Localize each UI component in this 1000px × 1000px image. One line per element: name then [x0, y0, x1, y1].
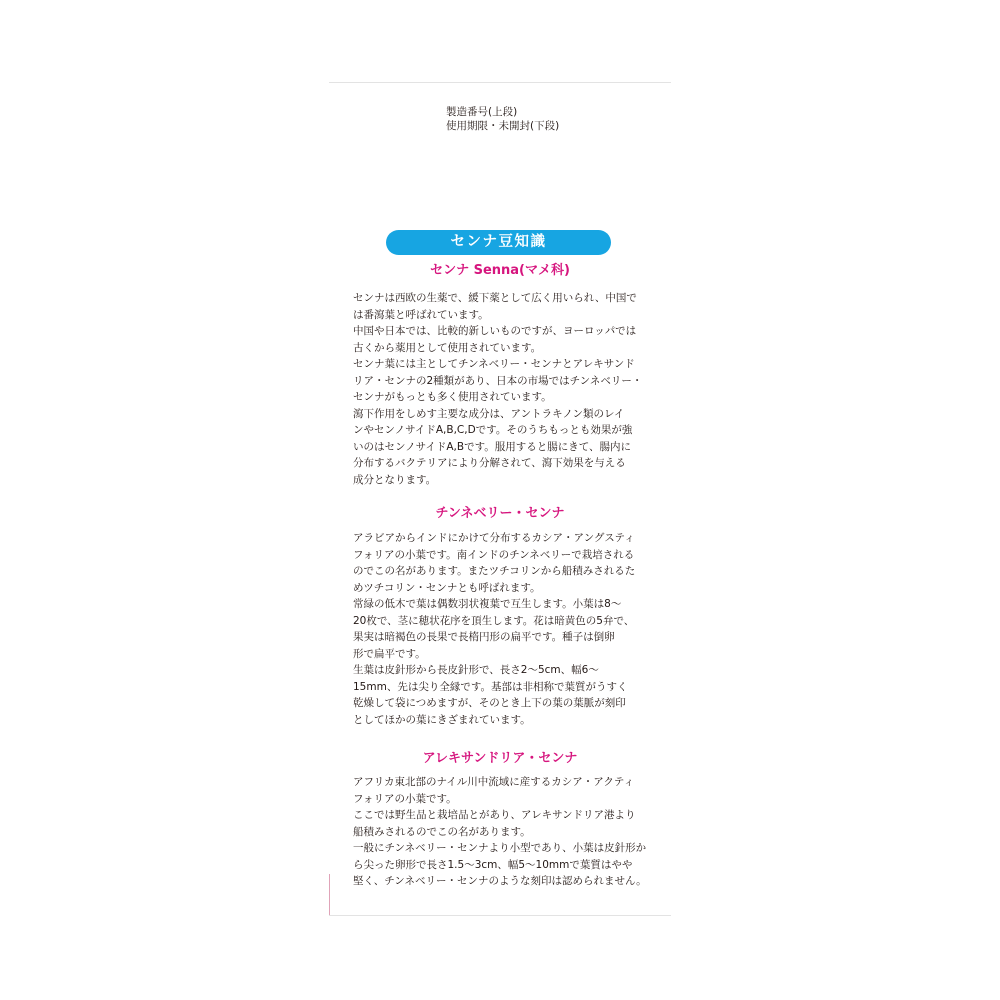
section-heading-tinnevelly: チンネベリー・センナ: [435, 506, 565, 521]
text-line: 船積みされるのでこの名があります。: [353, 825, 531, 838]
bottom-divider: [329, 915, 671, 916]
section-heading-senna: センナ Senna(マメ科): [430, 263, 570, 278]
text-line: めツチコリン・センナとも呼ばれます。: [353, 581, 541, 594]
text-line: 古くから薬用として使用されています。: [353, 341, 542, 354]
lot-number-label: 製造番号(上段): [446, 106, 518, 118]
text-line: 20枚で、茎に穂状花序を頂生します。花は暗黄色の5弁で、: [353, 614, 635, 627]
section-body-senna: [353, 290, 653, 488]
text-line: 堅く、チンネベリー・センナのような刻印は認められません。: [353, 875, 647, 887]
text-line: アラビアからインドにかけて分布するカシア・アングスティ: [353, 532, 635, 544]
text-line: 中国や日本では、比較的新しいものですが、ヨーロッパでは: [353, 325, 637, 337]
text-line: 瀉下作用をしめす主要な成分は、アントラキノン類のレイ: [353, 407, 625, 420]
text-line: センナがもっとも多く使用されています。: [353, 391, 552, 403]
expiry-label: 使用期限・未開封(下段): [446, 120, 560, 132]
text-line: 成分となります。: [353, 473, 437, 486]
text-line: 一般にチンネベリー・センナより小型であり、小葉は皮針形か: [353, 842, 647, 854]
text-line: 分布するバクテリアにより分解されて、瀉下効果を与える: [353, 457, 626, 469]
senna-trivia-badge: センナ豆知識: [386, 230, 611, 255]
text-line: としてほかの葉にきざまれています。: [353, 713, 531, 726]
text-line: 15mm、先は尖り全縁です。基部は非相称で葉質がうすく: [353, 680, 628, 693]
text-line: フォリアの小葉です。南インドのチンネベリーで栽培される: [353, 548, 635, 561]
text-line: 生葉は皮針形から長皮針形で、長さ2〜5cm、幅6〜: [353, 664, 599, 676]
text-line: センナは西欧の生薬で、緩下薬として広く用いられ、中国で: [353, 292, 637, 304]
section-body-alexandria: [353, 774, 653, 890]
text-line: リア・センナの2種類があり、日本の市場ではチンネベリー・: [353, 374, 643, 387]
top-divider: [329, 82, 671, 83]
section-body-tinnevelly: [353, 530, 653, 728]
lot-info: [446, 105, 559, 133]
text-line: ここでは野生品と栽培品とがあり、アレキサンドリア港より: [353, 809, 636, 821]
text-line: フォリアの小葉です。: [353, 792, 457, 805]
edge-mark: [329, 874, 330, 916]
text-line: 形で扁平です。: [353, 647, 426, 660]
text-line: センナ葉には主としてチンネベリー・センナとアレキサンド: [353, 358, 635, 370]
text-line: いのはセンノサイドA,Bです。服用すると腸にきて、腸内に: [353, 440, 632, 453]
text-line: アフリカ東北部のナイル川中流域に産するカシア・アクティ: [353, 776, 635, 788]
package-info-panel: [329, 82, 671, 916]
text-line: 乾燥して袋につめますが、そのとき上下の葉の葉脈が刻印: [353, 697, 626, 709]
text-line: ら尖った卵形で長さ1.5〜3cm、幅5〜10mmで葉質はやや: [353, 858, 633, 871]
text-line: は番瀉葉と呼ばれています。: [353, 308, 489, 321]
text-line: ンやセンノサイドA,B,C,Dです。そのうちもっとも効果が強: [353, 424, 633, 436]
text-line: 果実は暗褐色の長果で長楕円形の扁平です。種子は倒卵: [353, 631, 615, 643]
section-heading-alexandria: アレキサンドリア・センナ: [422, 751, 578, 766]
text-line: のでこの名があります。またツチコリンから船積みされるた: [353, 565, 636, 577]
text-line: 常緑の低木で葉は偶数羽状複葉で互生します。小葉は8〜: [353, 598, 622, 610]
